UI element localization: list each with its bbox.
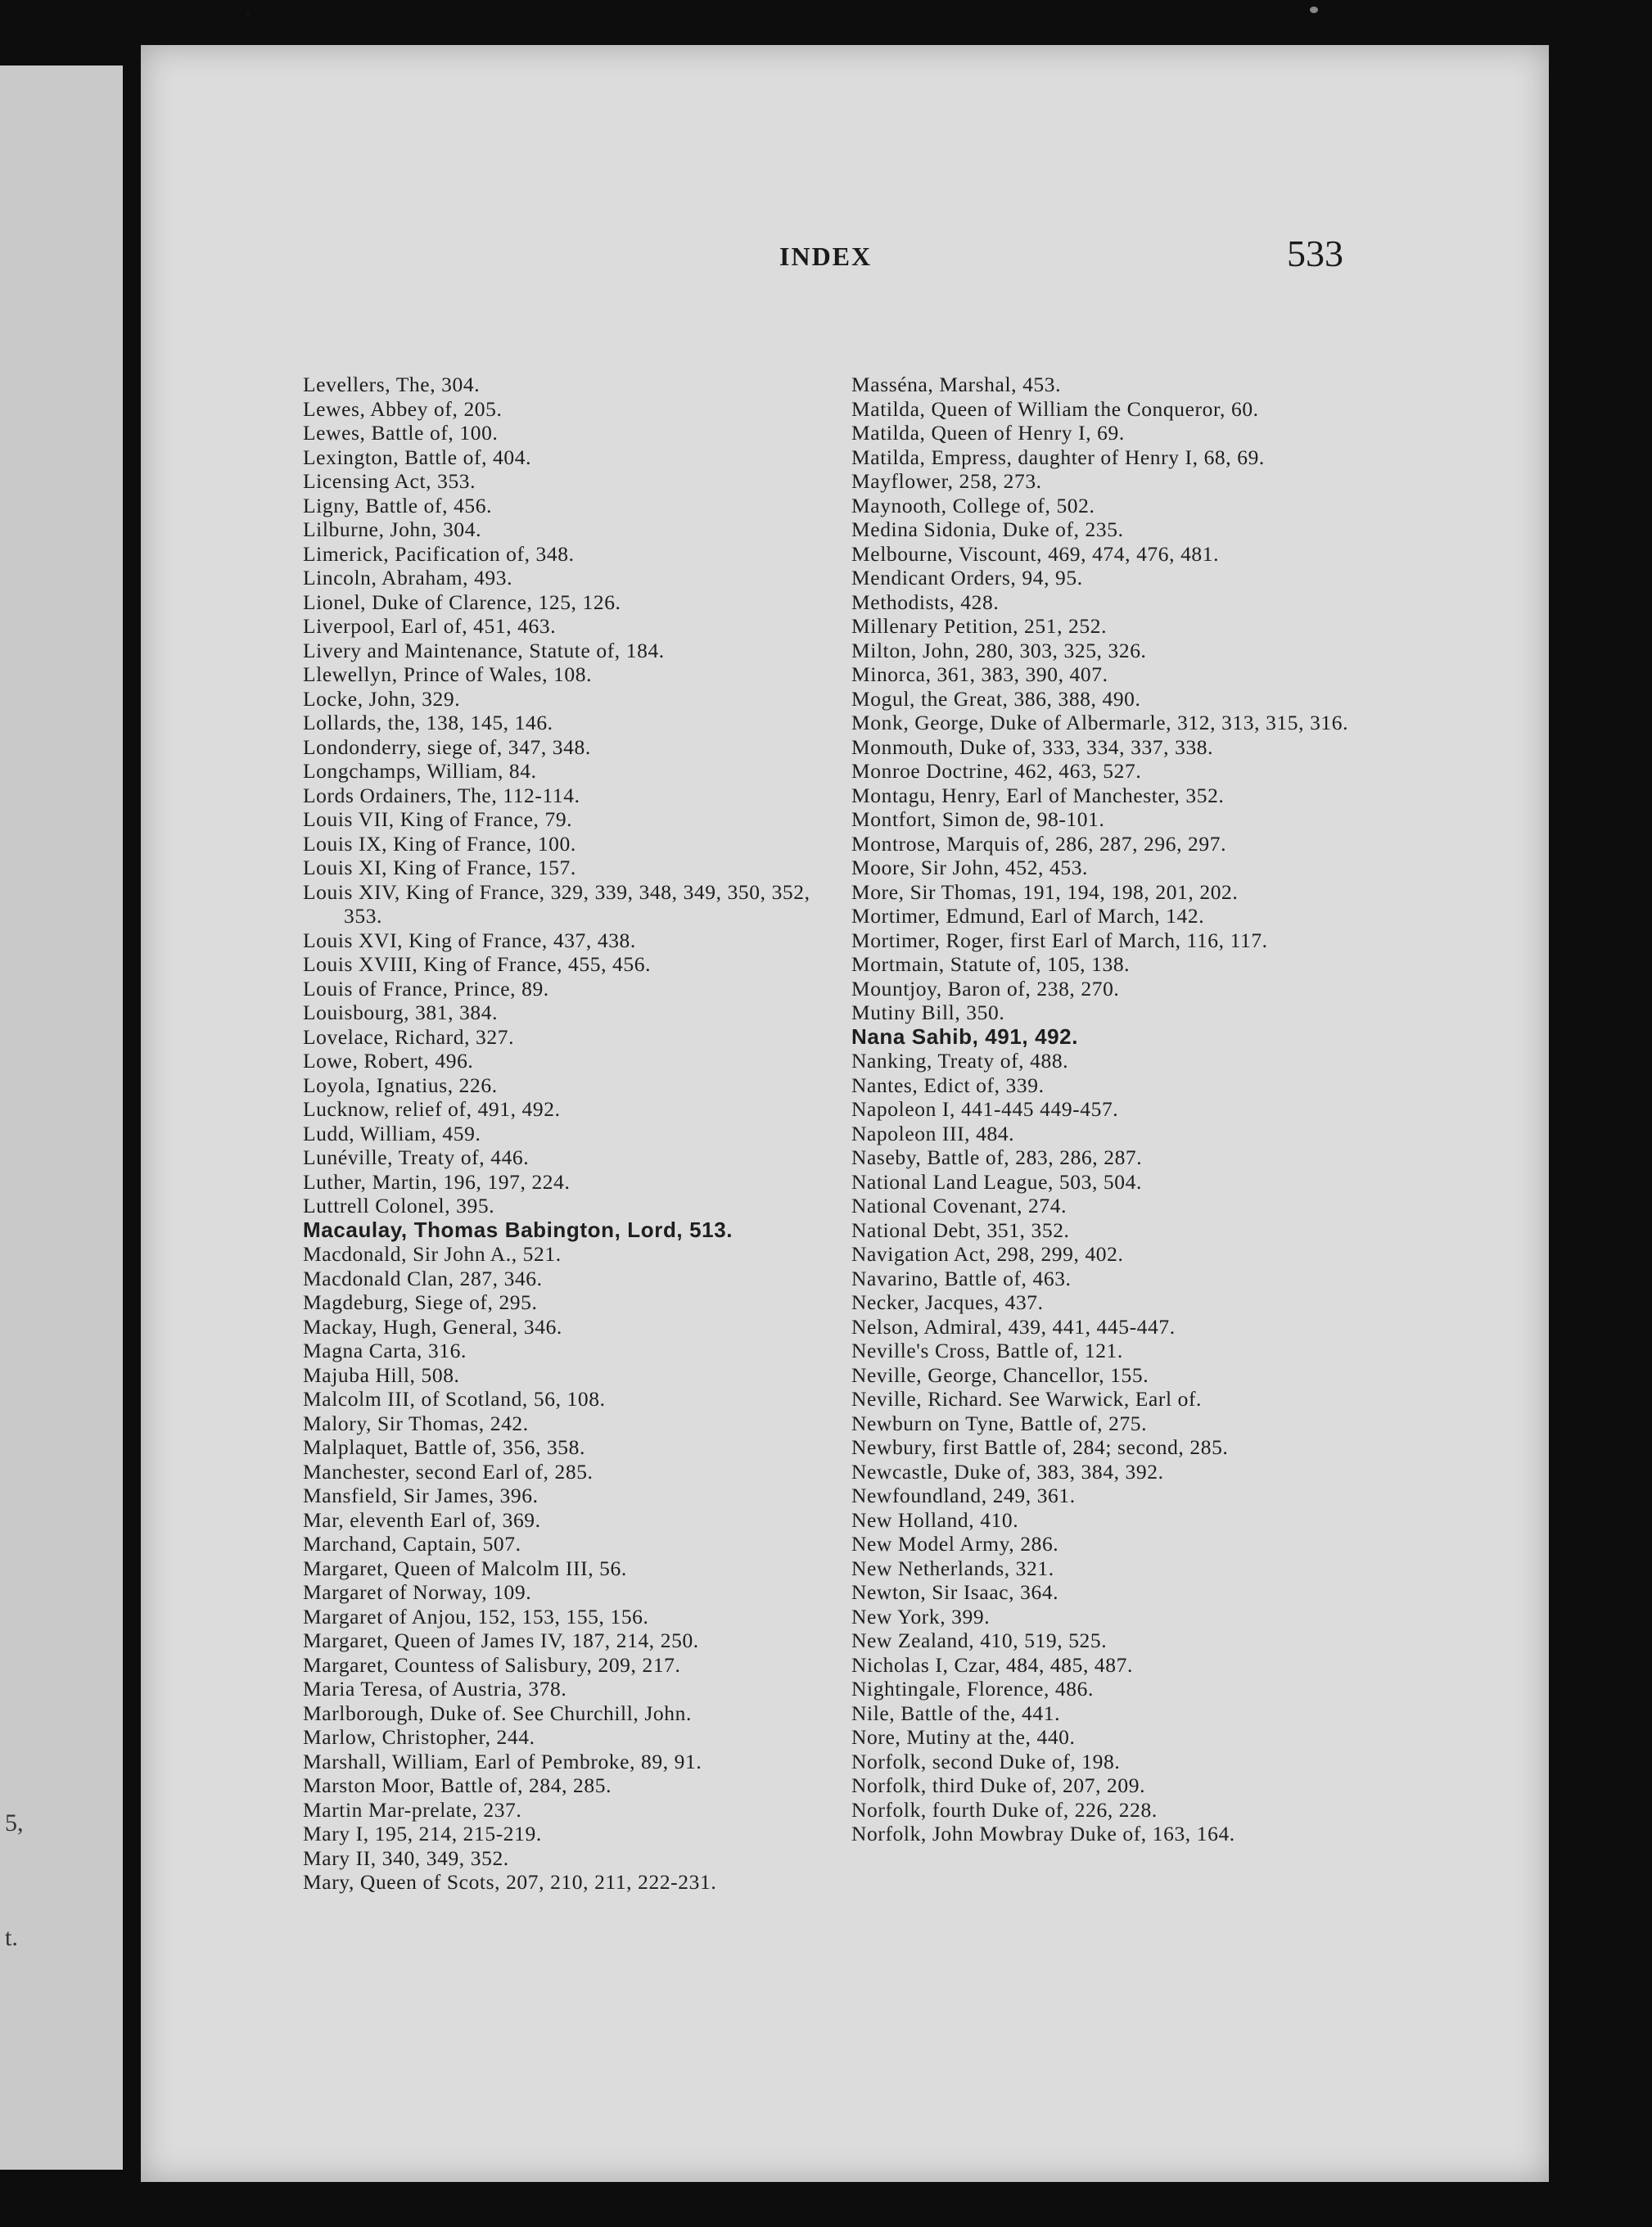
index-entry: Norfolk, second Duke of, 198.: [851, 1749, 1121, 1773]
index-entry: Magna Carta, 316.: [303, 1339, 467, 1362]
index-entry: Lucknow, relief of, 491, 492.: [303, 1097, 561, 1121]
index-entry: Montrose, Marquis of, 286, 287, 296, 297.: [851, 831, 1227, 856]
index-entry: Maynooth, College of, 502.: [851, 493, 1095, 517]
margin-fragment: 5,: [5, 1809, 24, 1836]
index-entry: Napoleon III, 484.: [851, 1121, 1015, 1145]
index-entry: Lilburne, John, 304.: [303, 517, 482, 541]
index-entry: Naseby, Battle of, 283, 286, 287.: [851, 1145, 1143, 1169]
index-entry: Ludd, William, 459.: [303, 1121, 481, 1145]
index-entry: Mutiny Bill, 350.: [851, 1001, 1005, 1024]
index-entry: Louis IX, King of France, 100.: [303, 831, 576, 856]
index-entry: Malcolm III, of Scotland, 56, 108.: [303, 1387, 606, 1411]
index-entry: Methodists, 428.: [851, 590, 1000, 614]
index-entry: Margaret, Queen of Malcolm III, 56.: [303, 1556, 627, 1580]
index-entry: Ligny, Battle of, 456.: [303, 493, 493, 517]
index-entry: Mendicant Orders, 94, 95.: [851, 566, 1083, 590]
index-entry: Malory, Sir Thomas, 242.: [303, 1411, 529, 1435]
index-entry: Moore, Sir John, 452, 453.: [851, 856, 1089, 879]
index-entry: Manchester, second Earl of, 285.: [303, 1459, 594, 1484]
index-entry: Louis XIV, King of France, 329, 339, 348, 349, 350, 352, 353.: [303, 879, 810, 928]
index-column-left: [303, 373, 843, 1895]
index-entry: Marlow, Christopher, 244.: [303, 1725, 535, 1749]
index-entry: Magdeburg, Siege of, 295.: [303, 1290, 538, 1314]
index-entry: Mortimer, Edmund, Earl of March, 142.: [851, 904, 1205, 928]
index-entry: Matilda, Empress, daughter of Henry I, 68, 69.: [851, 445, 1265, 469]
index-entry: Millenary Petition, 251, 252.: [851, 614, 1108, 638]
index-entry: Newcastle, Duke of, 383, 384, 392.: [851, 1459, 1164, 1484]
index-entry: Margaret of Norway, 109.: [303, 1580, 532, 1604]
index-entry: Lexington, Battle of, 404.: [303, 445, 532, 469]
index-entry: Louis XVIII, King of France, 455, 456.: [303, 952, 652, 976]
index-entry: Minorca, 361, 383, 390, 407.: [851, 662, 1108, 686]
index-entry: Nana Sahib, 491, 492.: [851, 1023, 1079, 1049]
index-entry: Masséna, Marshal, 453.: [851, 373, 1062, 396]
index-entry: Matilda, Queen of William the Conqueror, 60.: [851, 396, 1259, 421]
index-entry: Navarino, Battle of, 463.: [851, 1266, 1072, 1290]
index-entry: Nicholas I, Czar, 484, 485, 487.: [851, 1652, 1133, 1677]
index-entry: Neville, Richard. See Warwick, Earl of.: [851, 1387, 1203, 1411]
index-entry: Londonderry, siege of, 347, 348.: [303, 734, 591, 759]
index-entry: Navigation Act, 298, 299, 402.: [851, 1242, 1124, 1266]
index-entry: Mary I, 195, 214, 215-219.: [303, 1822, 542, 1845]
index-entry: Limerick, Pacification of, 348.: [303, 541, 575, 566]
index-entry: Matilda, Queen of Henry I, 69.: [851, 421, 1125, 445]
index-entry: Louisbourg, 381, 384.: [303, 1001, 499, 1024]
index-entry: Lovelace, Richard, 327.: [303, 1024, 515, 1049]
index-entry: Neville, George, Chancellor, 155.: [851, 1362, 1149, 1387]
index-entry: Louis VII, King of France, 79.: [303, 807, 573, 831]
index-entry: Margaret of Anjou, 152, 153, 155, 156.: [303, 1604, 649, 1628]
index-entry: Mogul, the Great, 386, 388, 490.: [851, 686, 1141, 711]
index-entry: Nanking, Treaty of, 488.: [851, 1049, 1069, 1073]
index-entry: Luther, Martin, 196, 197, 224.: [303, 1169, 571, 1194]
index-entry: Mansfield, Sir James, 396.: [303, 1484, 539, 1507]
index-entry: Lewes, Battle of, 100.: [303, 421, 499, 445]
index-entry: Luttrell Colonel, 395.: [303, 1194, 495, 1217]
index-entry: Newburn on Tyne, Battle of, 275.: [851, 1411, 1148, 1435]
index-entry: Newfoundland, 249, 361.: [851, 1484, 1076, 1507]
index-entry: Margaret, Queen of James IV, 187, 214, 250.: [303, 1628, 699, 1652]
index-entry: Montagu, Henry, Earl of Manchester, 352.: [851, 783, 1225, 807]
index-entry: Lowe, Robert, 496.: [303, 1049, 474, 1073]
index-entry: Monroe Doctrine, 462, 463, 527.: [851, 759, 1142, 783]
index-entry: Mountjoy, Baron of, 238, 270.: [851, 976, 1120, 1001]
index-entry: Necker, Jacques, 437.: [851, 1290, 1044, 1314]
index-entry: Nore, Mutiny at the, 440.: [851, 1725, 1076, 1749]
index-entry: Louis of France, Prince, 89.: [303, 976, 549, 1001]
index-entry: Milton, John, 280, 303, 325, 326.: [851, 638, 1147, 662]
index-entry: Lunéville, Treaty of, 446.: [303, 1145, 530, 1169]
index-entry: Malplaquet, Battle of, 356, 358.: [303, 1435, 585, 1459]
facing-page-edge: [0, 66, 123, 2170]
index-entry: Locke, John, 329.: [303, 686, 461, 711]
index-entry: Mortmain, Statute of, 105, 138.: [851, 952, 1131, 976]
index-entry: Macaulay, Thomas Babington, Lord, 513.: [303, 1217, 733, 1242]
index-entry: Macdonald Clan, 287, 346.: [303, 1266, 543, 1290]
index-entry: National Debt, 351, 352.: [851, 1217, 1070, 1242]
page-number: 533: [1287, 233, 1343, 274]
index-entry: Norfolk, John Mowbray Duke of, 163, 164.: [851, 1822, 1235, 1845]
index-entry: Loyola, Ignatius, 226.: [303, 1073, 498, 1097]
index-entry: New Netherlands, 321.: [851, 1556, 1054, 1580]
index-entry: Lionel, Duke of Clarence, 125, 126.: [303, 590, 621, 614]
index-entry: Marston Moor, Battle of, 284, 285.: [303, 1773, 612, 1797]
margin-fragment: t.: [5, 1924, 18, 1951]
index-entry: Martin Mar-prelate, 237.: [303, 1797, 522, 1822]
running-head: INDEX: [779, 242, 873, 271]
index-entry: New Holland, 410.: [851, 1507, 1019, 1532]
index-entry: Lincoln, Abraham, 493.: [303, 566, 513, 590]
scan-speck: [1310, 7, 1318, 13]
index-entry: Nantes, Edict of, 339.: [851, 1073, 1045, 1097]
index-entry: Margaret, Countess of Salisbury, 209, 217.: [303, 1652, 681, 1677]
index-entry: Maria Teresa, of Austria, 378.: [303, 1677, 567, 1701]
index-entry: Marchand, Captain, 507.: [303, 1532, 521, 1556]
index-entry: Marshall, William, Earl of Pembroke, 89, 91.: [303, 1749, 702, 1773]
index-entry: Mary II, 340, 349, 352.: [303, 1845, 509, 1870]
index-entry: Montfort, Simon de, 98-101.: [851, 807, 1105, 831]
index-column-right: [851, 373, 1392, 1846]
index-entry: Louis XI, King of France, 157.: [303, 856, 576, 879]
index-entry: More, Sir Thomas, 191, 194, 198, 201, 202.: [851, 879, 1239, 904]
index-entry: Napoleon I, 441-445 449-457.: [851, 1097, 1119, 1121]
index-entry: Majuba Hill, 508.: [303, 1362, 460, 1387]
index-entry: Mortimer, Roger, first Earl of March, 116, 117.: [851, 928, 1268, 952]
index-entry: Nightingale, Florence, 486.: [851, 1677, 1094, 1701]
index-entry: Liverpool, Earl of, 451, 463.: [303, 614, 557, 638]
index-entry: Monk, George, Duke of Albermarle, 312, 313, 315, 316.: [851, 711, 1349, 734]
index-entry: Licensing Act, 353.: [303, 469, 476, 493]
index-entry: Nelson, Admiral, 439, 441, 445-447.: [851, 1314, 1176, 1339]
book-page: [141, 45, 1549, 2182]
index-entry: National Land League, 503, 504.: [851, 1169, 1142, 1194]
index-entry: Mackay, Hugh, General, 346.: [303, 1314, 562, 1339]
index-entry: Mary, Queen of Scots, 207, 210, 211, 222-231.: [303, 1870, 717, 1894]
scan-speck: [246, 11, 251, 16]
index-entry: Lords Ordainers, The, 112-114.: [303, 783, 580, 807]
index-entry: New Model Army, 286.: [851, 1532, 1059, 1556]
index-entry: Llewellyn, Prince of Wales, 108.: [303, 662, 593, 686]
index-entry: New Zealand, 410, 519, 525.: [851, 1628, 1108, 1652]
index-entry: New York, 399.: [851, 1604, 991, 1628]
index-entry: Marlborough, Duke of. See Churchill, John.: [303, 1701, 692, 1725]
index-entry: Norfolk, third Duke of, 207, 209.: [851, 1773, 1146, 1797]
index-entry: Mar, eleventh Earl of, 369.: [303, 1507, 541, 1532]
index-entry: Neville's Cross, Battle of, 121.: [851, 1339, 1123, 1362]
index-entry: Levellers, The, 304.: [303, 373, 481, 396]
index-entry: Medina Sidonia, Duke of, 235.: [851, 517, 1124, 541]
index-entry: Mayflower, 258, 273.: [851, 469, 1042, 493]
index-entry: Nile, Battle of the, 441.: [851, 1701, 1061, 1725]
index-entry: Monmouth, Duke of, 333, 334, 337, 338.: [851, 734, 1214, 759]
index-entry: Macdonald, Sir John A., 521.: [303, 1242, 562, 1266]
index-entry: Norfolk, fourth Duke of, 226, 228.: [851, 1797, 1158, 1822]
index-entry: Livery and Maintenance, Statute of, 184.: [303, 638, 665, 662]
index-entry: National Covenant, 274.: [851, 1194, 1067, 1217]
index-entry: Melbourne, Viscount, 469, 474, 476, 481.: [851, 541, 1220, 566]
index-entry: Louis XVI, King of France, 437, 438.: [303, 928, 636, 952]
index-entry: Longchamps, William, 84.: [303, 759, 537, 783]
index-entry: Lewes, Abbey of, 205.: [303, 396, 503, 421]
index-entry: Newton, Sir Isaac, 364.: [851, 1580, 1059, 1604]
index-entry: Lollards, the, 138, 145, 146.: [303, 711, 553, 734]
index-entry: Newbury, first Battle of, 284; second, 285.: [851, 1435, 1229, 1459]
